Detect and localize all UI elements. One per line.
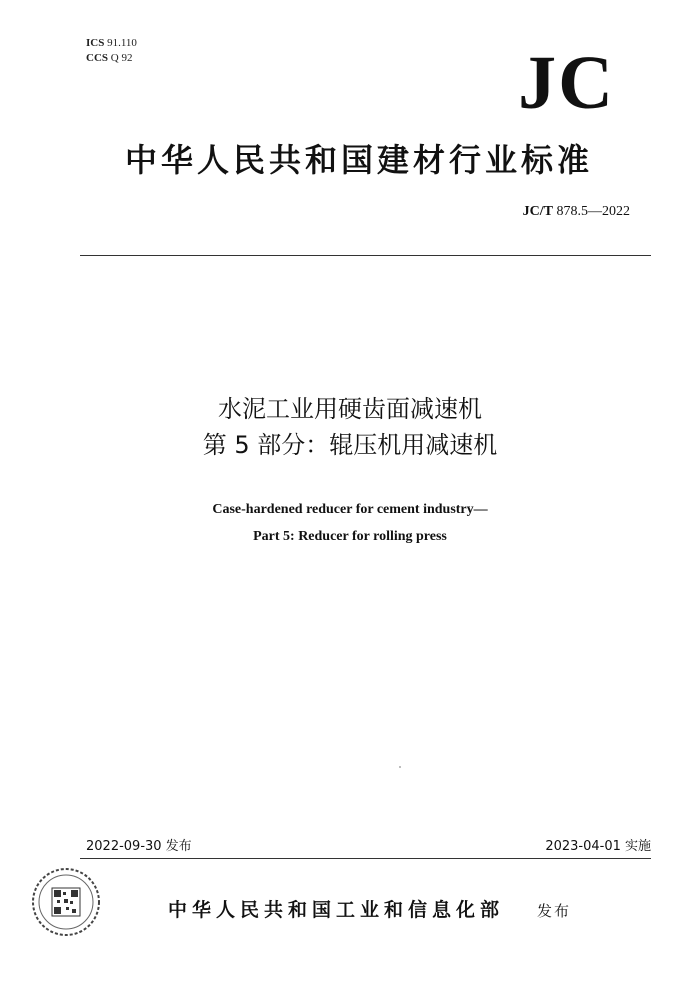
ics-line <box>86 36 137 51</box>
implementation-date: 2023-04-01 实施 <box>545 839 651 854</box>
ccs-code: Q 92 <box>110 52 133 64</box>
document-title-zh-line1: 水泥工业用硬齿面减速机 <box>218 395 482 423</box>
document-title-zh-line2: 第 5 部分：辊压机用减速机 <box>202 431 498 459</box>
standard-number-value: 878.5—2022 <box>556 204 630 219</box>
publisher-name: 中华人民共和国工业和信息化部 <box>168 899 505 921</box>
footer-divider <box>80 858 651 859</box>
standard-number <box>523 203 630 221</box>
ccs-line <box>86 51 137 66</box>
document-title-en-line1: Case-hardened reducer for cement industry— <box>212 502 488 517</box>
jc-logo: JC <box>518 41 615 125</box>
classification-codes <box>86 36 137 66</box>
issue-date: 2022-09-30 发布 <box>86 839 192 854</box>
ics-code: 91.110 <box>107 37 137 49</box>
ccs-prefix: CCS <box>86 52 109 64</box>
standard-number-prefix: JC/T <box>522 204 553 219</box>
speck-mark <box>399 766 401 768</box>
ics-prefix: ICS <box>86 37 105 49</box>
document-title-en-line2: Part 5: Reducer for rolling press <box>253 529 447 544</box>
header-divider <box>80 255 651 256</box>
standard-category-title: 中华人民共和国建材行业标准 <box>124 141 593 179</box>
publish-label: 发布 <box>537 902 572 920</box>
qr-seal-icon <box>30 866 102 938</box>
